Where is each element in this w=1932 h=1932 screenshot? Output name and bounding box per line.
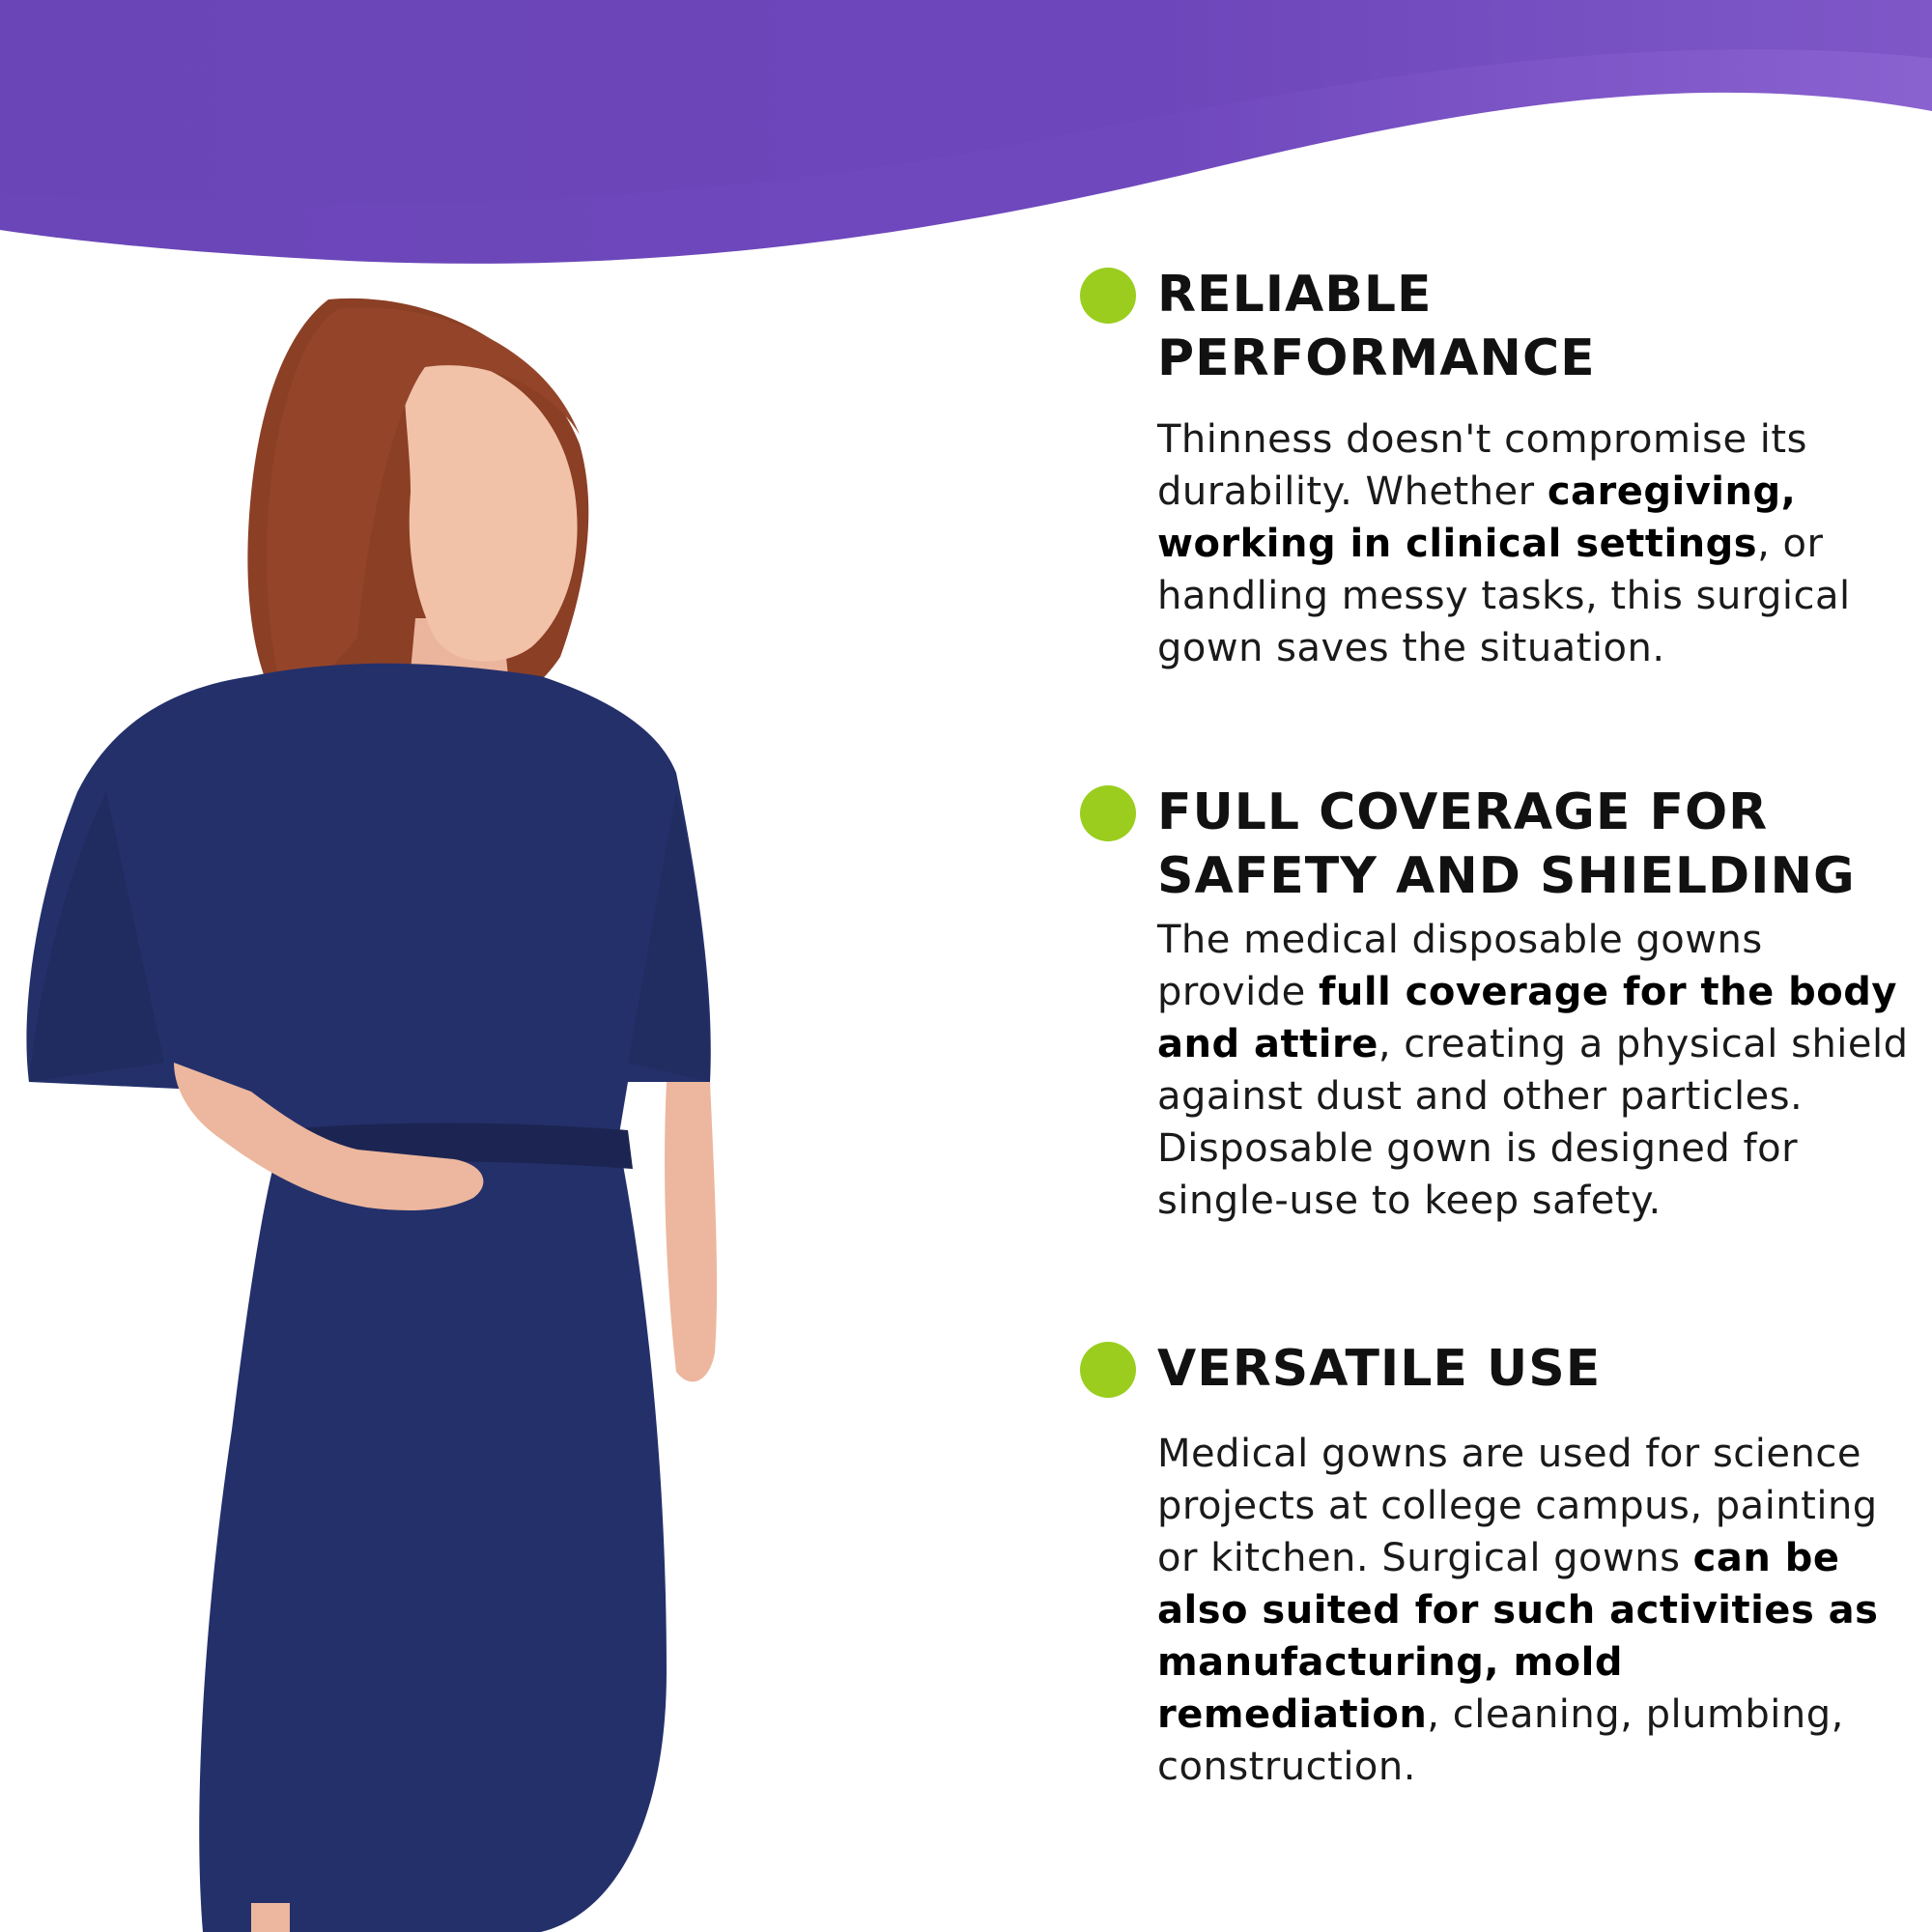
feature-title: RELIABLE PERFORMANCE: [1157, 266, 1596, 387]
gown: [26, 664, 710, 1932]
green-bullet-icon: [1080, 268, 1136, 324]
model-in-navy-gown: [0, 270, 773, 1932]
feature-reliable-performance: [1080, 263, 1911, 674]
green-bullet-icon: [1080, 785, 1136, 841]
feature-description: Medical gowns are used for science projects at college campus, painting or kitchen. Surgical gowns can be also suited for such activities as manufacturing, mold remediation, cleaning, plumbing, construction.: [1157, 1432, 1879, 1789]
green-bullet-icon: [1080, 1342, 1136, 1398]
feature-description: The medical disposable gowns provide full coverage for the body and attire, creating a physical shield against dust and other particles. Disposable gown is designed for single-use to keep safety.: [1157, 918, 1909, 1223]
legs: [251, 1903, 290, 1932]
feature-title: FULL COVERAGE FOR SAFETY AND SHIELDING: [1157, 783, 1856, 905]
feature-full-coverage: [1080, 781, 1911, 1227]
feature-versatile-use: [1080, 1337, 1911, 1793]
feature-description: Thinness doesn't compromise its durability. Whether caregiving, working in clinical settings, or handling messy tasks, this surgical gown saves the situation.: [1157, 417, 1851, 670]
feature-title: VERSATILE USE: [1157, 1340, 1602, 1398]
purple-wave-banner: [0, 0, 1932, 290]
